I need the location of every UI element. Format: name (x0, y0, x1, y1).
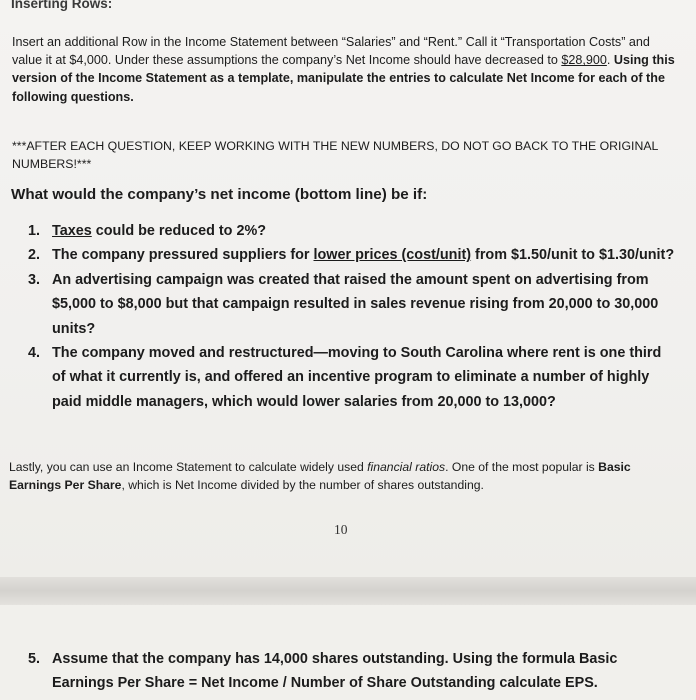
item-number: 2. (28, 247, 41, 264)
page-two (0, 605, 696, 700)
item-number: 1. (28, 223, 41, 239)
item-text: The company moved and restructured—moving to South Carolina where rent is one third of what it currently is, and offered an incentive program to eliminate a number of highly paid middle managers, which would lower salaries from 20,000 to 13,000? (52, 345, 662, 410)
list-item (28, 243, 678, 267)
list-item (28, 341, 678, 414)
closing-text-1: Lastly, you can use an Income Statement to calculate widely used (9, 460, 368, 474)
item-underlined-text: lower prices (cost/unit) (313, 247, 472, 264)
item-number: 5. (28, 651, 41, 667)
item-number: 3. (28, 271, 41, 288)
item-number: 4. (28, 345, 41, 362)
page-number: 10 (334, 522, 348, 537)
closing-bold: Basic Earnings Per Share (9, 460, 631, 493)
item-text-end: from $1.50/unit to $1.30/unit? (471, 247, 675, 264)
list-item (28, 219, 678, 243)
closing-italic: financial ratios (367, 460, 446, 474)
warning-note: ***AFTER EACH QUESTION, KEEP WORKING WITH THE NEW NUMBERS, DO NOT GO BACK TO THE ORIGINAL NUMBERS!*** (12, 139, 658, 171)
item-underlined-text: Taxes (52, 223, 92, 239)
section-heading: Inserting Rows: (11, 0, 113, 11)
intro-text-2: . (606, 53, 614, 68)
list-item (28, 268, 678, 341)
item-text: The company pressured suppliers for (52, 247, 314, 264)
intro-paragraph (12, 33, 680, 106)
main-question: What would the company’s net income (bottom line) be if: (11, 186, 428, 203)
intro-amount: $28,900 (561, 53, 607, 68)
item-text: Assume that the company has 14,000 shares outstanding. Using the formula Basic Earnings Per Share = Net Income / Number of Share Outstanding calculate EPS. (52, 651, 618, 692)
closing-text-2: . One of the most popular is (445, 460, 599, 474)
intro-text-1: Insert an additional Row in the Income Statement between “Salaries” and “Rent.” Call it “Transportation Costs” and value it at $4,000. Under these assumptions the company’s Net Income should have decreased to (12, 35, 650, 68)
intro-instruction: Using this version of the Income Statement as a template, manipulate the entries to calculate Net Income for each of the following questions. (12, 53, 675, 104)
item-text: An advertising campaign was created that raised the amount spent on advertising from $5,000 to $8,000 but that campaign resulted in sales revenue rising from 20,000 to 30,000 units? (52, 271, 659, 337)
closing-text-3: , which is Net Income divided by the number of shares outstanding. (121, 478, 484, 493)
page-separator (0, 577, 696, 605)
question-five (28, 647, 678, 696)
question-list (28, 219, 678, 414)
closing-paragraph (9, 458, 685, 494)
item-text-end: could be reduced to 2%? (91, 223, 267, 239)
